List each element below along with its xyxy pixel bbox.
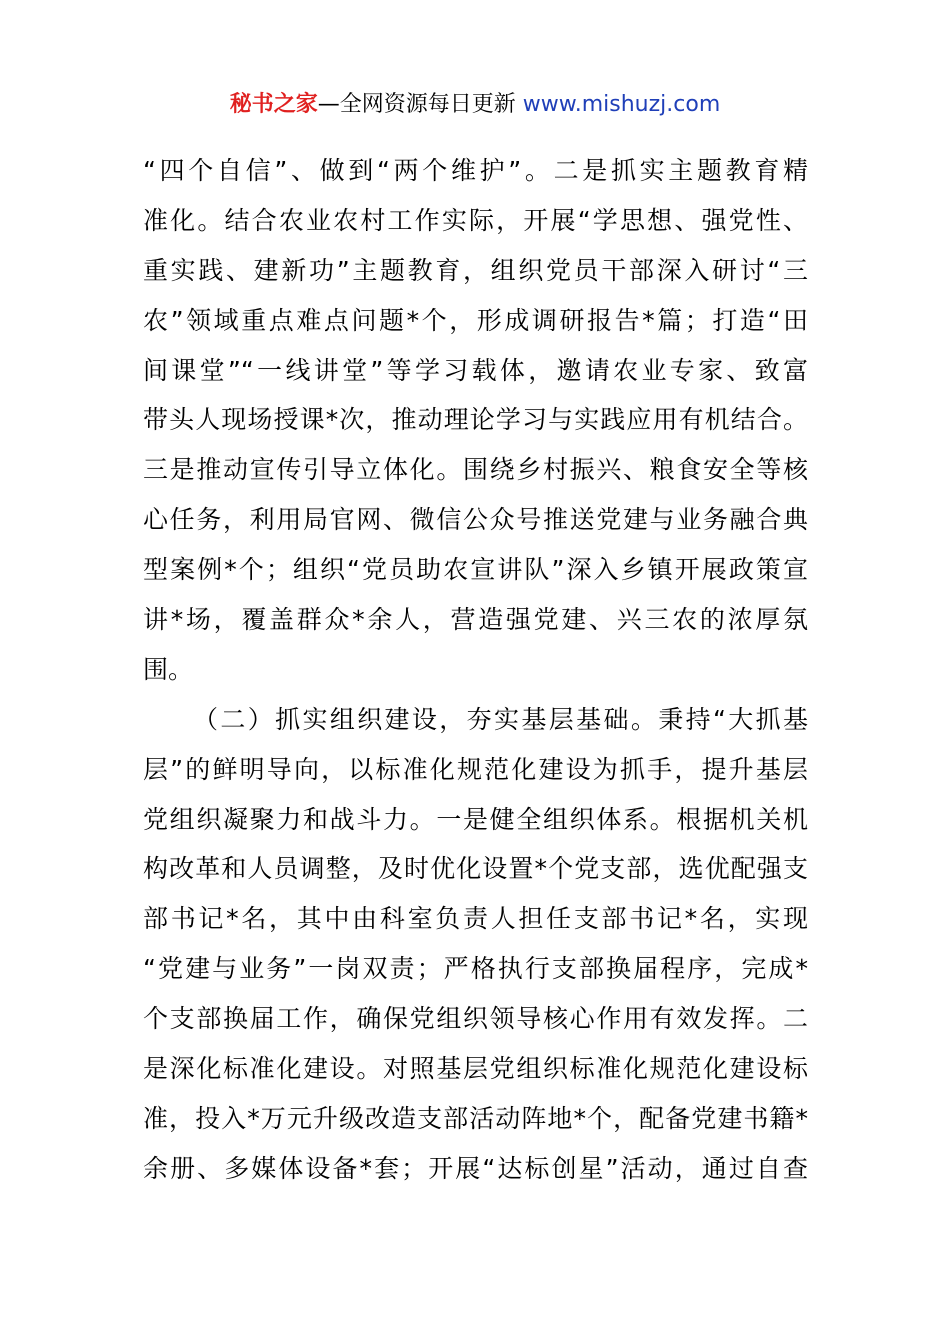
- text-line: 带头人现场授课*次，推动理论学习与实践应用有机结合。: [143, 405, 808, 435]
- text-line: 讲*场，覆盖群众*余人，营造强党建、兴三农的浓厚氛: [143, 605, 808, 635]
- text-line: 部书记*名，其中由科室负责人担任支部书记*名，实现: [143, 904, 808, 934]
- text-line: “四个自信”、做到“两个维护”。二是抓实主题教育精: [143, 156, 808, 185]
- text-line: 农”领域重点难点问题*个，形成调研报告*篇；打造“田: [143, 305, 808, 335]
- text-line: 三是推动宣传引导立体化。围绕乡村振兴、粮食安全等核: [143, 455, 808, 485]
- text-line: 准化。结合农业农村工作实际，开展“学思想、强党性、: [143, 205, 808, 235]
- page-header: [0, 88, 950, 122]
- text-line: 间课堂”“一线讲堂”等学习载体，邀请农业专家、致富: [143, 355, 808, 385]
- text-line: “党建与业务”一岗双责；严格执行支部换届程序，完成*: [143, 954, 808, 984]
- header-tagline: —全网资源每日更新: [317, 92, 516, 117]
- site-url-link[interactable]: www.mishuzj.com: [522, 92, 721, 117]
- text-line: 构改革和人员调整，及时优化设置*个党支部，选优配强支: [143, 854, 808, 884]
- text-line: 个支部换届工作，确保党组织领导核心作用有效发挥。二: [143, 1004, 808, 1034]
- text-line: 层”的鲜明导向，以标准化规范化建设为抓手，提升基层: [143, 754, 808, 784]
- section-heading-line: （二）抓实组织建设，夯实基层基础。秉持“大抓基: [193, 704, 808, 734]
- brand-name: 秘书之家: [229, 92, 318, 117]
- text-line: 是深化标准化建设。对照基层党组织标准化规范化建设标: [143, 1054, 808, 1084]
- text-line: 准，投入*万元升级改造支部活动阵地*个，配备党建书籍*: [143, 1103, 808, 1133]
- text-line: 心任务，利用局官网、微信公众号推送党建与业务融合典: [143, 505, 808, 535]
- document-body: [143, 146, 808, 1194]
- text-line: 党组织凝聚力和战斗力。一是健全组织体系。根据机关机: [143, 804, 808, 834]
- text-line: 型案例*个；组织“党员助农宣讲队”深入乡镇开展政策宣: [143, 555, 808, 585]
- text-line: 余册、多媒体设备*套；开展“达标创星”活动，通过自查: [143, 1153, 808, 1183]
- text-line: 围。: [143, 654, 194, 684]
- text-line: 重实践、建新功”主题教育，组织党员干部深入研讨“三: [143, 255, 808, 285]
